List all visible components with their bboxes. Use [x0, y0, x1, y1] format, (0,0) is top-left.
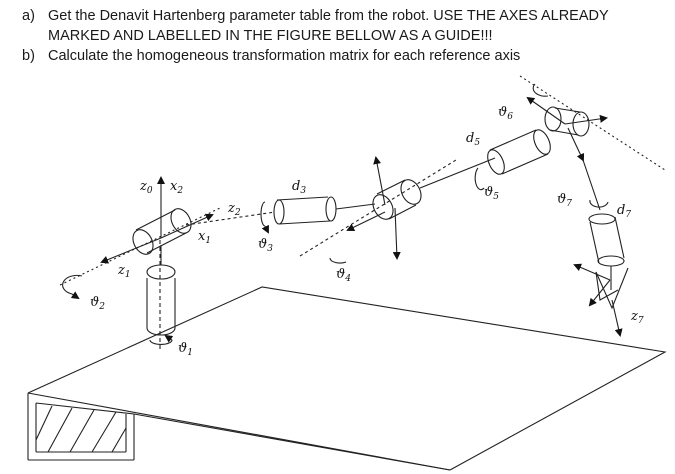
- label-d3: $d_3$: [292, 179, 307, 196]
- link-d5-cylinder: [420, 127, 554, 189]
- question-b-tag: b): [22, 48, 35, 64]
- hatching: [36, 406, 126, 452]
- label-theta5: $ϑ_5$: [484, 185, 500, 202]
- base-table: [28, 287, 665, 470]
- label-x2: $x_2$: [170, 179, 184, 196]
- joint-2-cylinder: [60, 178, 220, 298]
- label-theta3: $ϑ_3$: [258, 237, 274, 254]
- question-b-text: Calculate the homogeneous transformation matrix for each reference axis: [48, 48, 521, 64]
- label-theta7: $ϑ_7$: [557, 192, 573, 209]
- question-a-text-line1: Get the Denavit Hartenberg parameter table from the robot. USE THE AXES ALREADY: [48, 8, 609, 24]
- label-theta6: $ϑ_6$: [498, 105, 514, 122]
- label-theta1: $ϑ_1$: [178, 341, 194, 358]
- label-z2: $z_2$: [228, 201, 241, 218]
- joint-1-cylinder: [147, 240, 175, 350]
- label-theta2: $ϑ_2$: [90, 295, 106, 312]
- label-z1: $z_1$: [118, 263, 131, 280]
- question-a-tag: a): [22, 8, 35, 24]
- label-z0: $z_0$: [140, 179, 153, 196]
- label-d5: $d_5$: [466, 131, 481, 148]
- label-d7: $d_7$: [617, 203, 632, 220]
- joint-6-cylinder: [520, 76, 665, 170]
- label-theta4: $ϑ_4$: [336, 267, 352, 284]
- figure-labels: [90, 105, 644, 358]
- question-a-text-line2: MARKED AND LABELLED IN THE FIGURE BELLOW AS A GUIDE!!!: [48, 28, 493, 44]
- link-d7-end-effector: [575, 160, 628, 335]
- label-z7: $z_7$: [631, 309, 644, 326]
- joint-4-cylinder: [300, 158, 456, 263]
- label-x1: $x_1$: [198, 229, 212, 246]
